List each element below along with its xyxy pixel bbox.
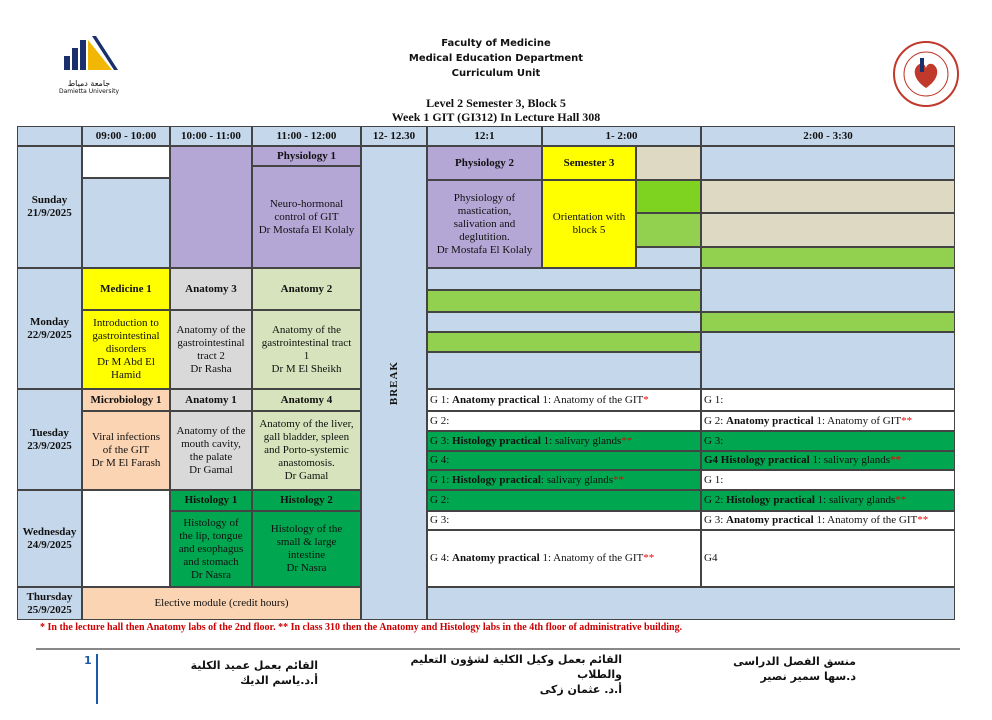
day-name: Tuesday	[30, 426, 69, 439]
empty-slot	[701, 213, 955, 247]
lecture-line: mouth cavity,	[181, 437, 241, 450]
lecture-line: and esophagus	[178, 542, 244, 555]
group-label: G 3:	[430, 514, 450, 526]
day-date: 25/9/2025	[27, 603, 72, 616]
day-cell-thursday	[17, 587, 82, 620]
empty-slot	[701, 332, 955, 389]
day-date: 21/9/2025	[27, 207, 72, 219]
lecture-line: control of GIT	[274, 210, 339, 223]
signature-role: منسق الفصل الدراسى	[733, 655, 856, 668]
group-practical-row	[701, 431, 955, 451]
university-name-arabic: جامعة دمياط	[67, 79, 111, 88]
histology-2-title: Histology 2	[252, 490, 361, 511]
signature-person: أ.د.ياسم الديك	[240, 674, 318, 687]
group-practical-row	[701, 511, 955, 530]
lecture-line: gall bladder, spleen	[263, 431, 350, 443]
time-header: 11:00 - 12:00	[252, 126, 361, 146]
location-mark: **	[890, 454, 902, 466]
lecture-line: salivation and	[453, 217, 516, 230]
lecture-line: Anatomy of the	[271, 323, 342, 336]
lecturer: Dr Nasra	[286, 562, 327, 574]
lecture-line: Anatomy of the	[176, 424, 246, 437]
practical-topic: 1: salivary glands	[814, 494, 896, 506]
anatomy-2-lecture	[252, 310, 361, 389]
location-mark: *	[643, 393, 649, 406]
group-label: G 1:	[430, 393, 452, 406]
practical-name: Anatomy practical	[726, 514, 814, 526]
practical-topic: 1: salivary glands	[540, 434, 622, 447]
faculty-seal	[892, 40, 960, 108]
group-label: G 2:	[704, 494, 726, 506]
empty-slot	[636, 180, 701, 213]
lecturer: Dr Mostafa El Kolaly	[258, 223, 355, 236]
day-date: 24/9/2025	[27, 538, 72, 551]
time-header: 10:00 - 11:00	[170, 126, 252, 146]
group-practical-row	[427, 490, 701, 511]
lecture-line: small & large	[276, 536, 337, 548]
empty-slot	[427, 352, 701, 389]
group-label: G 2:	[430, 494, 450, 506]
lecturer: Dr Mostafa El Kolaly	[436, 243, 533, 256]
semester-3-title: Semester 3	[542, 146, 636, 180]
university-name-english: Damietta University	[58, 88, 120, 95]
group-practical-row	[427, 530, 701, 587]
day-cell-tuesday	[17, 389, 82, 490]
break-label: BREAK	[387, 360, 400, 406]
empty-slot	[170, 146, 252, 268]
lecture-line: intestine	[287, 549, 326, 561]
day-cell-monday	[17, 268, 82, 389]
empty-slot	[82, 146, 170, 178]
unit-name: Curriculum Unit	[451, 68, 541, 79]
anatomy-4-title: Anatomy 4	[252, 389, 361, 411]
physiology-1-title: Physiology 1	[252, 146, 361, 166]
lecturer: Dr M El Farash	[91, 457, 161, 469]
signature-person: أ.د. عثمان زكى	[539, 683, 622, 696]
time-header: 2:00 - 3:30	[701, 126, 955, 146]
practical-topic: 1: Anatomy of the GIT	[539, 393, 644, 406]
group-label: G 2:	[704, 414, 726, 427]
day-name: Thursday	[26, 590, 73, 603]
lecture-line: Neuro-hormonal	[269, 197, 344, 210]
university-logo-icon	[56, 34, 122, 74]
day-name: Sunday	[31, 194, 68, 206]
location-mark: **	[895, 494, 907, 506]
lecture-line: block 5	[572, 224, 606, 236]
group-practical-row	[427, 389, 701, 411]
day-cell-wednesday	[17, 490, 82, 587]
day-cell-sunday	[17, 146, 82, 268]
header-block	[346, 36, 646, 81]
title-week: Week 1 GIT (GI312) In Lecture Hall 308	[391, 110, 601, 124]
empty-slot	[701, 268, 955, 312]
lecturer: Dr Nasra	[190, 568, 231, 581]
practical-name: Histology practical	[726, 494, 815, 506]
anatomy-2-title: Anatomy 2	[252, 268, 361, 310]
group-practical-row	[701, 490, 955, 511]
empty-slot	[82, 178, 170, 268]
signature-coordinator	[700, 654, 856, 684]
empty-slot	[427, 290, 701, 312]
lecture-line: Anatomy of the	[176, 323, 246, 336]
empty-slot	[701, 146, 955, 180]
lecture-line: gastrointestinal	[92, 330, 160, 342]
signature-vice-dean	[400, 652, 622, 697]
footer-divider	[36, 648, 960, 650]
microbiology-1-lecture	[82, 411, 170, 490]
department-name: Medical Education Department	[408, 53, 584, 64]
signature-role: القائم بعمل وكيل الكلية لشؤون التعليم	[410, 653, 622, 666]
lecture-line: disorders	[105, 343, 147, 355]
empty-slot	[427, 587, 955, 620]
lecture-line: Physiology of	[453, 191, 516, 204]
practical-name: Histology practical	[452, 434, 541, 447]
schedule-title	[296, 96, 696, 124]
group-label: G 3:	[704, 514, 726, 526]
lecture-line: and Porto-systemic	[264, 444, 349, 456]
lecture-line: 1	[303, 349, 310, 362]
lecture-line: the palate	[189, 450, 233, 463]
signature-role: والطلاب	[577, 668, 622, 681]
lecturer: Dr M Abd El	[97, 356, 155, 368]
footnote: * In the lecture hall then Anatomy labs of the 2nd floor. ** In class 310 then the Anatomy and Histology labs in the 4th floor of administrative building.	[40, 622, 683, 633]
day-name: Monday	[29, 315, 70, 328]
lecture-line: gastrointestinal tract	[261, 336, 352, 349]
lecture-line: Viral infections	[91, 431, 161, 443]
practical-name: Anatomy practical	[452, 552, 540, 564]
orientation-session	[542, 180, 636, 268]
lecturer: Dr M El Sheikh	[271, 362, 342, 375]
location-mark: **	[901, 414, 913, 427]
practical-topic: 1: Anatomy of GIT	[813, 414, 902, 427]
empty-slot	[82, 490, 170, 587]
practical-name: Histology practical	[452, 473, 541, 486]
lecturer: Dr Gamal	[189, 463, 233, 476]
practical-name: Anatomy practical	[726, 414, 814, 427]
group-practical-row	[701, 411, 955, 431]
lecture-line: deglutition.	[459, 230, 510, 243]
histology-2-lecture	[252, 511, 361, 587]
physiology-1-lecture	[252, 166, 361, 268]
lecture-line: tract 2	[197, 349, 225, 362]
lecture-line: the lip, tongue	[179, 529, 243, 542]
location-mark: **	[613, 473, 625, 486]
histology-1-title: Histology 1	[170, 490, 252, 511]
lecture-line: anastomosis.	[278, 457, 335, 469]
time-header: 12:1	[427, 126, 542, 146]
lecture-line: of the GIT	[102, 444, 150, 456]
group-practical-row	[701, 389, 955, 411]
day-name: Wednesday	[22, 525, 77, 538]
lecture-line: Orientation with	[552, 211, 626, 223]
group-label: G 3:	[704, 434, 724, 447]
anatomy-3-lecture	[170, 310, 252, 389]
group-label: G 1:	[704, 393, 724, 406]
physiology-2-lecture	[427, 180, 542, 268]
signature-dean	[160, 658, 318, 688]
break-column	[361, 146, 427, 620]
location-mark: **	[643, 552, 655, 564]
group-label: G 3:	[430, 434, 452, 447]
day-date: 22/9/2025	[27, 328, 72, 341]
day-date: 23/9/2025	[27, 439, 72, 452]
lecture-line: mastication,	[457, 204, 512, 217]
medicine-1-title: Medicine 1	[82, 268, 170, 310]
lecturer: Hamid	[111, 369, 141, 381]
group-practical-row	[701, 470, 955, 490]
signature-person: د.سها سمير نصير	[760, 670, 856, 683]
lecture-line: gastrointestinal	[177, 336, 245, 349]
group-practical-row	[427, 411, 701, 431]
empty-slot	[701, 312, 955, 332]
group-label: G4	[704, 552, 718, 564]
lecture-line: Histology of the	[270, 523, 343, 535]
lecturer: Dr Rasha	[190, 362, 232, 375]
time-header: 09:00 - 10:00	[82, 126, 170, 146]
group-label: G 4:	[430, 454, 450, 466]
anatomy-3-title: Anatomy 3	[170, 268, 252, 310]
empty-slot	[701, 180, 955, 213]
group-label: G 4:	[430, 552, 452, 564]
empty-slot	[427, 268, 701, 290]
anatomy-1-lecture	[170, 411, 252, 490]
time-header: 1- 2:00	[542, 126, 701, 146]
empty-slot	[427, 312, 701, 332]
empty-slot	[427, 332, 701, 352]
page-number: 1	[84, 654, 92, 667]
microbiology-1-title: Microbiology 1	[82, 389, 170, 411]
group-practical-row	[427, 451, 701, 470]
empty-slot	[636, 213, 701, 247]
practical-topic: 1: Anatomy of the GIT	[539, 552, 644, 564]
group-practical-row	[701, 451, 955, 470]
physiology-2-title: Physiology 2	[427, 146, 542, 180]
empty-slot	[636, 146, 701, 180]
lecture-line: Anatomy of the liver,	[259, 418, 354, 430]
practical-name: Anatomy practical	[452, 393, 540, 406]
medicine-1-lecture	[82, 310, 170, 389]
practical-topic: 1: salivary glands	[809, 454, 891, 466]
university-logo	[56, 34, 122, 95]
time-header: 12- 12.30	[361, 126, 427, 146]
group-label: G 1:	[704, 473, 724, 486]
location-mark: **	[621, 434, 633, 447]
elective-module: Elective module (credit hours)	[82, 587, 361, 620]
location-mark: **	[917, 514, 929, 526]
lecture-line: and stomach	[183, 555, 239, 568]
lecture-line: Introduction to	[93, 317, 159, 329]
title-level: Level 2 Semester 3, Block 5	[426, 96, 566, 110]
lecture-line: Histology of	[183, 516, 239, 529]
faculty-seal-icon	[892, 40, 960, 108]
practical-name: G4 Histology practical	[704, 454, 810, 466]
group-practical-row	[427, 470, 701, 490]
anatomy-4-lecture	[252, 411, 361, 490]
histology-1-lecture	[170, 511, 252, 587]
practical-topic: 1: Anatomy of the GIT	[813, 514, 918, 526]
group-practical-row	[427, 511, 701, 530]
group-label: G 2:	[430, 414, 450, 427]
empty-slot	[636, 247, 701, 268]
practical-topic: : salivary glands	[540, 473, 614, 486]
group-practical-row	[427, 431, 701, 451]
group-practical-row	[701, 530, 955, 587]
anatomy-1-title: Anatomy 1	[170, 389, 252, 411]
corner-cell	[17, 126, 82, 146]
lecturer: Dr Gamal	[284, 470, 329, 482]
page-number-bar	[96, 654, 98, 704]
signature-role: القائم بعمل عميد الكلية	[190, 659, 318, 672]
empty-slot	[701, 247, 955, 268]
faculty-name: Faculty of Medicine	[441, 38, 551, 49]
group-label: G 1:	[430, 473, 452, 486]
